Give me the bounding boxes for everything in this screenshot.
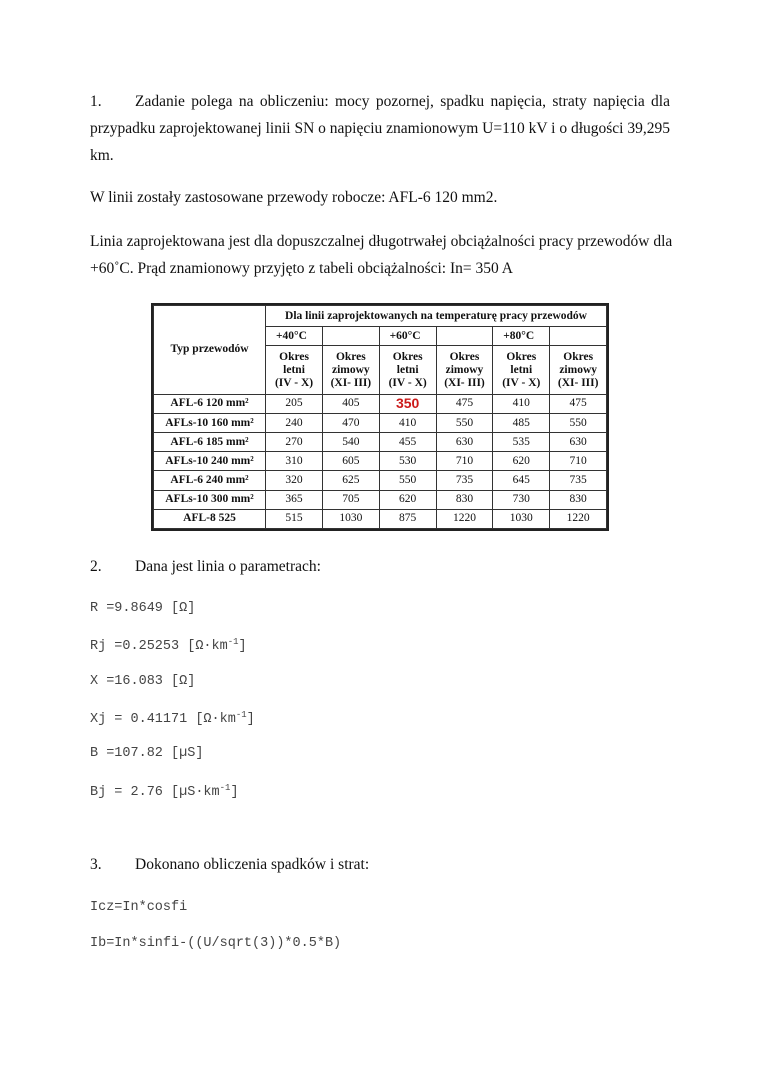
ampacity-value: 730	[493, 490, 550, 509]
param-Bj: Bj = 2.76 $[\mu S\cdot km^{-1}]$	[90, 783, 239, 800]
section-1-number: 1.	[90, 93, 102, 110]
season-header: Okres zimowy (XI- III)	[323, 346, 380, 394]
wire-type: AFL-6 240 mm²	[154, 471, 266, 490]
ampacity-value: 410	[379, 413, 436, 432]
ampacity-value: 240	[266, 413, 323, 432]
ampacity-value: 550	[436, 413, 493, 432]
ampacity-line-2: +60˚C. Prąd znamionowy przyjęto z tabeli obciążalności: In= 350 A	[90, 260, 513, 277]
temp-60-blank	[436, 327, 493, 346]
ampacity-value: 530	[379, 452, 436, 471]
ampacity-value: 620	[493, 452, 550, 471]
ampacity-value: 475	[550, 394, 607, 413]
ampacity-value: 475	[436, 394, 493, 413]
ampacity-value: 310	[266, 452, 323, 471]
ampacity-value: 540	[323, 433, 380, 452]
ampacity-line-1: Linia zaprojektowana jest dla dopuszczalnej długotrwałej obciążalności pracy przewodów dla	[90, 233, 673, 250]
wire-type: AFLs-10 300 mm²	[154, 490, 266, 509]
param-R: R =9.8649 [Ω]	[90, 601, 196, 616]
wire-type: AFL-6 120 mm²	[154, 394, 266, 413]
ampacity-value: 735	[550, 471, 607, 490]
ampacity-value: 410	[493, 394, 550, 413]
param-Rj: Rj =0.25253 $[\Omega\cdot km^{-1}]$	[90, 637, 247, 654]
section-3-text: Dokonano obliczenia spadków i strat:	[135, 856, 370, 873]
ampacity-value: 320	[266, 471, 323, 490]
wires-paragraph: W linii zostały zastosowane przewody robocze: AFL-6 120 mm2.	[90, 189, 498, 206]
ampacity-value: 455	[379, 433, 436, 452]
wire-type: AFLs-10 240 mm²	[154, 452, 266, 471]
season-header: Okres zimowy (XI- III)	[550, 346, 607, 394]
ampacity-value: 405	[323, 394, 380, 413]
ampacity-value: 550	[379, 471, 436, 490]
ampacity-paragraph	[90, 228, 690, 282]
ampacity-value: 1030	[323, 509, 380, 528]
ampacity-value: 350	[379, 394, 436, 413]
ampacity-value: 205	[266, 394, 323, 413]
ampacity-value: 550	[550, 413, 607, 432]
param-B: B =107.82 [µS]	[90, 746, 204, 761]
ampacity-value: 830	[550, 490, 607, 509]
ampacity-value: 710	[550, 452, 607, 471]
ampacity-value: 620	[379, 490, 436, 509]
ampacity-value: 485	[493, 413, 550, 432]
ampacity-value: 1220	[550, 509, 607, 528]
table-row	[154, 509, 607, 528]
ampacity-value: 705	[323, 490, 380, 509]
temp-80: +80°C	[493, 327, 550, 346]
ampacity-value: 470	[323, 413, 380, 432]
ampacity-value: 630	[550, 433, 607, 452]
section-1-text: Zadanie polega na obliczeniu: mocy pozornej, spadku napięcia, straty napięcia dla przypadku zaprojektowanej linii SN o napięciu znamionowym U=110 kV i o długości 39,295 km.	[90, 93, 670, 164]
table-row	[154, 490, 607, 509]
ampacity-value: 605	[323, 452, 380, 471]
wire-type: AFL-6 185 mm²	[154, 433, 266, 452]
section-2-text: Dana jest linia o parametrach:	[135, 558, 321, 575]
temp-40-blank	[323, 327, 380, 346]
wire-type: AFLs-10 160 mm²	[154, 413, 266, 432]
temp-60: +60°C	[379, 327, 436, 346]
ampacity-value: 535	[493, 433, 550, 452]
param-X: X =16.083 [Ω]	[90, 674, 196, 689]
season-header: Okres letni (IV - X)	[493, 346, 550, 394]
ampacity-value: 365	[266, 490, 323, 509]
temp-80-blank	[550, 327, 607, 346]
ampacity-table	[151, 303, 609, 531]
section-3-number: 3.	[90, 856, 102, 873]
ampacity-value: 735	[436, 471, 493, 490]
season-header: Okres letni (IV - X)	[266, 346, 323, 394]
section-1-paragraph	[90, 88, 670, 169]
ampacity-value: 625	[323, 471, 380, 490]
table-row	[154, 413, 607, 432]
section-3-paragraph	[90, 851, 670, 878]
param-Xj: Xj = 0.41171 $[\Omega\cdot km^{-1}]$	[90, 710, 255, 727]
section-2-number: 2.	[90, 558, 102, 575]
season-header: Okres zimowy (XI- III)	[436, 346, 493, 394]
type-header: Typ przewodów	[154, 306, 266, 395]
ampacity-value: 1030	[493, 509, 550, 528]
ampacity-value: 630	[436, 433, 493, 452]
group-header: Dla linii zaprojektowanych na temperaturę pracy przewodów	[266, 306, 607, 327]
section-2-paragraph	[90, 553, 670, 580]
ampacity-value: 710	[436, 452, 493, 471]
ampacity-value: 515	[266, 509, 323, 528]
ampacity-value: 1220	[436, 509, 493, 528]
table-row	[154, 452, 607, 471]
ampacity-value: 830	[436, 490, 493, 509]
ampacity-value: 875	[379, 509, 436, 528]
table-row	[154, 471, 607, 490]
temp-40: +40°C	[266, 327, 323, 346]
formula-ib: Ib=In*sinfi-((U/sqrt(3))*0.5*B)	[90, 936, 342, 951]
ampacity-value: 645	[493, 471, 550, 490]
formula-icz: Icz=In*cosfi	[90, 900, 188, 915]
ampacity-value: 270	[266, 433, 323, 452]
table-row	[154, 433, 607, 452]
season-header: Okres letni (IV - X)	[379, 346, 436, 394]
wire-type: AFL-8 525	[154, 509, 266, 528]
table-row	[154, 394, 607, 413]
